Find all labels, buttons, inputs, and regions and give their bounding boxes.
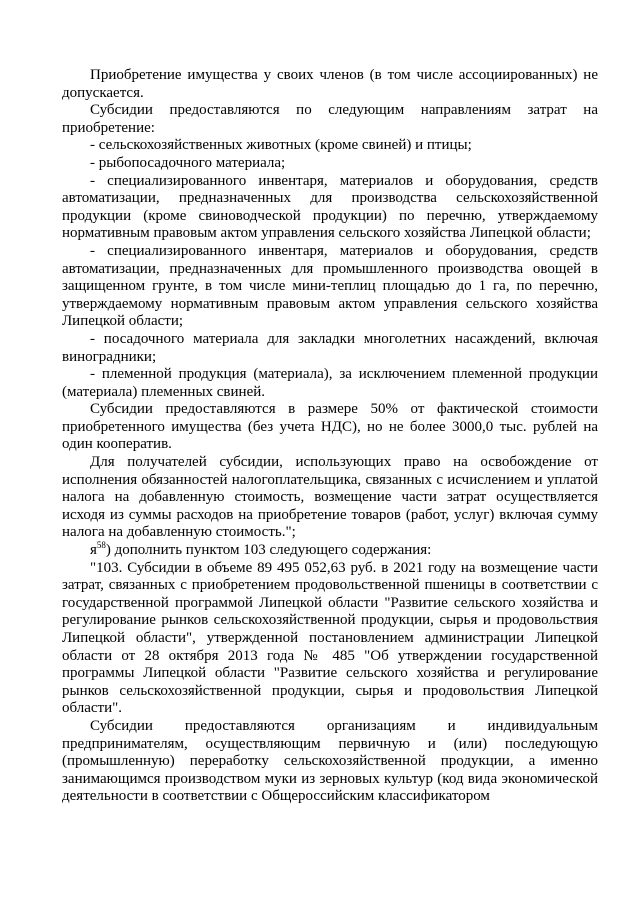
amendment-item (62, 542, 598, 560)
paragraph: Субсидии предоставляются в размере 50% от фактической стоимости приобретенного имущества (без учета НДС), но не более 3000,0 тыс. рублей на один кооператив. (62, 401, 598, 453)
list-item: - племенной продукция (материала), за исключением племенной продукции (материала) племенных свиней. (62, 366, 598, 400)
paragraph: Субсидии предоставляются организациям и индивидуальным предпринимателям, осуществляющим первичную и (или) последующую (промышленную) переработку сельскохозяйственной продукции, а именно занимающимся производством муки из зерновых культур (код вида экономической деятельности в соответствии с Общероссийским классификатором (62, 717, 598, 805)
item-text: ) дополнить пунктом 103 следующего содержания: (105, 542, 432, 559)
paragraph: "103. Субсидии в объеме 89 495 052,63 руб. в 2021 году на возмещение части затрат, связанных с приобретением продовольственной пшеницы в соответствии с государственной программой Липецкой области "Развитие сельского хозяйства и регулирование рынков сельскохозяйственной продукции, сырья и продовольствия Липецкой области", утвержденной постановлением администрации Липецкой области от 28 октября 2013 года № 485 "Об утверждении государственной программы Липецкой области "Развитие сельского хозяйства и регулирование рынков сельскохозяйственной продукции, сырья и продовольствия Липецкой области". (62, 559, 598, 717)
list-item: - сельскохозяйственных животных (кроме свиней) и птицы; (90, 137, 472, 154)
paragraph: Приобретение имущества у своих членов (в том числе ассоциированных) не допускается. (62, 67, 598, 101)
list-item: - специализированного инвентаря, материалов и оборудования, средств автоматизации, предназначенных для производства сельскохозяйственной продукции (кроме свиноводческой продукции) по перечню, утверждаемому нормативным правовым актом управления сельского хозяйства Липецкой области; (62, 172, 598, 242)
paragraph: Для получателей субсидии, использующих право на освобождение от исполнения обязанностей налогоплательщика, связанных с исчислением и уплатой налога на добавленную стоимость, возмещение части затрат осуществляется исходя из суммы расходов на приобретение товаров (работ, услуг) включая сумму налога на добавленную стоимость."; (62, 454, 598, 541)
item-letter: я (90, 542, 97, 559)
list-item: - специализированного инвентаря, материалов и оборудования, средств автоматизации, предназначенных для промышленного производства овощей в защищенном грунте, в том числе мини-теплиц площадью до 1 га, по перечню, утверждаемому нормативным правовым актом управления сельского хозяйства Липецкой области; (62, 242, 598, 330)
list-item: - рыбопосадочного материала; (90, 154, 286, 171)
item-superscript: 58 (96, 540, 106, 551)
paragraph: Субсидии предоставляются по следующим направлениям затрат на приобретение: (62, 102, 598, 136)
list-item: - посадочного материала для закладки многолетних насаждений, включая виноградники; (62, 330, 598, 365)
